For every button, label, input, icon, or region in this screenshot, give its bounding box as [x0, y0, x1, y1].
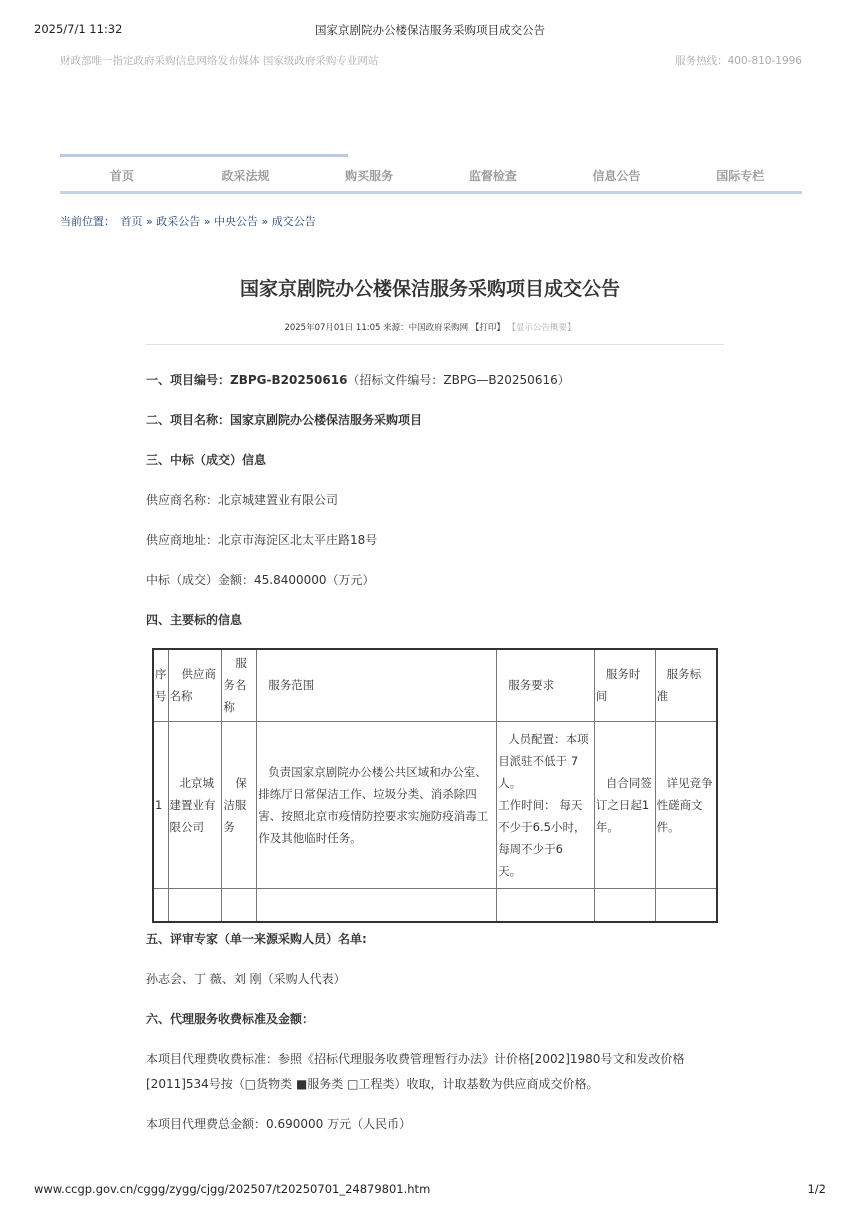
nav-accent-bar	[60, 154, 348, 157]
cell-standard: 详见竞争 性磋商文 件。	[655, 721, 717, 888]
project-name: 二、项目名称：国家京剧院办公楼保洁服务采购项目	[146, 413, 423, 427]
main-nav	[60, 158, 802, 194]
breadcrumb-procurement[interactable]: 政采公告 »	[156, 215, 211, 228]
award-info-heading: 三、中标（成交）信息	[146, 453, 267, 467]
cell-requirement: 人员配置：本项 目派驻不低于 7 人。 工作时间： 每天 不少于6.5小时， 每周不少于6 天。	[497, 721, 595, 888]
nav-item-international[interactable]: 国际专栏	[716, 169, 765, 183]
nav-item-supervision[interactable]: 监督检查	[468, 169, 517, 183]
header-no: 序 号	[153, 649, 168, 721]
nav-item-home[interactable]: 首页	[109, 169, 134, 183]
nav-item-regulations[interactable]: 政采法规	[221, 169, 270, 183]
nav-item-purchase-services[interactable]: 购买服务	[345, 169, 394, 183]
site-slogan: 财政部唯一指定政府采购信息网络发布媒体 国家级政府采购专业网站	[60, 55, 379, 67]
header-supplier: 供应商 名称	[168, 649, 222, 721]
breadcrumb-central[interactable]: 中央公告 »	[213, 215, 269, 228]
header-time: 服务时 间	[594, 649, 655, 721]
table-row	[153, 721, 717, 888]
experts-list: 孙志会、丁 薇、刘 刚（采购人代表）	[146, 972, 346, 986]
table-header-row	[153, 649, 717, 721]
print-page-number: 1/2	[807, 1182, 826, 1196]
agency-fee-standard-line2: [2011]534号按（□货物类 ■服务类 □工程类）收取，计取基数为供应商成交价格。	[146, 1077, 599, 1091]
agency-fee-standard-line1: 本项目代理费收费标准：参照《招标代理服务收费管理暂行办法》计价格[2002]1980号文和发改价格	[146, 1052, 685, 1066]
award-amount: 中标（成交）金额：45.8400000（万元）	[146, 573, 375, 587]
print-datetime: 2025/7/1 11:32	[34, 22, 123, 36]
header-requirement: 服务要求	[497, 649, 595, 721]
table-empty-row	[153, 888, 717, 922]
cell-time: 自合同签 订之日起1 年。	[594, 721, 655, 888]
print-title: 国家京剧院办公楼保洁服务采购项目成交公告	[315, 23, 545, 37]
print-url: www.ccgp.gov.cn/cggg/zygg/cjgg/202507/t20250701_24879801.htm	[34, 1182, 431, 1196]
project-number-label: 一、项目编号：ZBPG-B20250616	[146, 373, 348, 387]
header-standard: 服务标 准	[655, 649, 717, 721]
breadcrumb-label: 当前位置：	[60, 215, 115, 228]
cell-no: 1	[153, 721, 168, 888]
show-summary-link[interactable]: 【显示公告概要】	[507, 323, 576, 333]
breadcrumb-home[interactable]: 首页 »	[120, 215, 153, 228]
cell-service-name: 保 洁服 务	[222, 721, 257, 888]
cell-supplier: 北京城 建置业有 限公司	[168, 721, 222, 888]
supplier-address: 供应商地址：北京市海淀区北太平庄路18号	[146, 533, 378, 547]
header-scope: 服务范围	[257, 649, 497, 721]
supplier-name: 供应商名称：北京城建置业有限公司	[146, 493, 339, 507]
header-service-name: 服 务名 称	[222, 649, 257, 721]
article-meta	[0, 321, 860, 333]
tender-doc-number: （招标文件编号：ZBPG—B20250616）	[347, 373, 570, 387]
nav-item-announcements[interactable]: 信息公告	[592, 169, 641, 183]
main-items-table	[152, 648, 718, 923]
breadcrumb	[60, 213, 316, 229]
breadcrumb-award[interactable]: 成交公告	[271, 215, 316, 228]
agency-fee-total: 本项目代理费总金额：0.690000 万元（人民币）	[146, 1117, 412, 1131]
project-number	[146, 371, 570, 388]
agency-fee-heading: 六、代理服务收费标准及金额：	[146, 1012, 315, 1026]
service-hotline: 服务热线：400-810-1996	[675, 55, 802, 67]
article-title: 国家京剧院办公楼保洁服务采购项目成交公告	[239, 278, 620, 300]
cell-scope: 负责国家京剧院办公楼公共区域和办公室、 排练厅日常保洁工作、垃圾分类、消杀除四 害、按照北京市疫情防控要求实施防疫消毒工 作及其他临时任务。	[257, 721, 497, 888]
title-divider	[146, 344, 724, 345]
article-date-source[interactable]: 2025年07月01日 11:05 来源：中国政府采购网 【打印】	[284, 323, 505, 333]
main-items-heading: 四、主要标的信息	[146, 613, 243, 627]
experts-heading: 五、评审专家（单一来源采购人员）名单:	[146, 932, 367, 946]
